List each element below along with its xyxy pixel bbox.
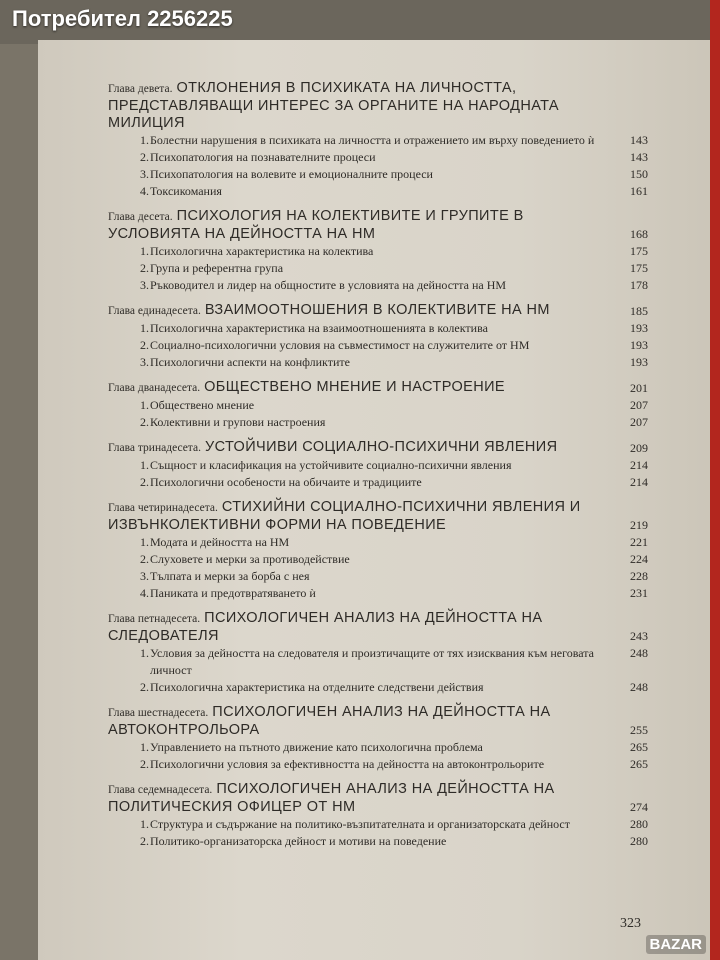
toc-item bbox=[108, 585, 648, 602]
chapter-heading bbox=[108, 610, 648, 645]
item-number: 2. bbox=[140, 834, 149, 848]
chapter-label: Глава тринадесета. bbox=[108, 442, 201, 454]
chapter-page: 243 bbox=[630, 629, 648, 643]
item-title: Структура и съдържание на политико-възпитателната и организаторската дейност bbox=[150, 817, 570, 831]
chapter bbox=[108, 499, 648, 602]
item-page: 175 bbox=[630, 261, 648, 275]
item-number: 2. bbox=[140, 415, 149, 429]
chapter-page: 201 bbox=[630, 381, 648, 395]
chapter-label: Глава седемнадесета. bbox=[108, 784, 213, 796]
chapter bbox=[108, 80, 648, 200]
item-number: 2. bbox=[140, 552, 149, 566]
item-title: Условия за дейността на следователя и произтичащите от тях изисквания към неговата личност bbox=[150, 646, 594, 677]
chapter-title: ВЗАИМООТНОШЕНИЯ В КОЛЕКТИВИТЕ НА НМ bbox=[204, 302, 550, 318]
chapter-heading bbox=[108, 80, 648, 132]
chapter-title: ПСИХОЛОГИЯ НА КОЛЕКТИВИТЕ И ГРУПИТЕ В УСЛОВИЯТА НА ДЕЙНОСТТА НА НМ bbox=[108, 208, 524, 242]
item-number: 1. bbox=[140, 133, 149, 147]
item-number: 4. bbox=[140, 586, 149, 600]
chapter-label: Глава девета. bbox=[108, 83, 173, 95]
item-title: Слуховете и мерки за противодействие bbox=[150, 552, 350, 566]
toc-item bbox=[108, 534, 648, 551]
item-page: 280 bbox=[630, 834, 648, 848]
item-number: 3. bbox=[140, 355, 149, 369]
chapter-title: УСТОЙЧИВИ СОЦИАЛНО-ПСИХИЧНИ ЯВЛЕНИЯ bbox=[204, 439, 558, 455]
item-title: Психологични аспекти на конфликтите bbox=[150, 355, 350, 369]
chapter bbox=[108, 610, 648, 696]
item-title: Колективни и групови настроения bbox=[150, 415, 326, 429]
chapter bbox=[108, 302, 648, 371]
item-title: Психопатология на познавателните процеси bbox=[150, 150, 376, 164]
chapter-page: 219 bbox=[630, 518, 648, 532]
item-title: Тълпата и мерки за борба с нея bbox=[150, 569, 310, 583]
item-page: 224 bbox=[630, 552, 648, 566]
toc-item bbox=[108, 320, 648, 337]
toc-item bbox=[108, 337, 648, 354]
item-title: Психологични особености на обичаите и традициите bbox=[150, 475, 422, 489]
toc-item bbox=[108, 756, 648, 773]
item-page: 248 bbox=[630, 646, 648, 660]
toc-item bbox=[108, 414, 648, 431]
item-page: 280 bbox=[630, 817, 648, 831]
item-page: 178 bbox=[630, 278, 648, 292]
item-number: 2. bbox=[140, 150, 149, 164]
chapter bbox=[108, 704, 648, 773]
item-page: 150 bbox=[630, 167, 648, 181]
item-number: 1. bbox=[140, 458, 149, 472]
chapter-heading bbox=[108, 439, 648, 457]
table-of-contents bbox=[108, 80, 648, 858]
chapter-title: ПСИХОЛОГИЧЕН АНАЛИЗ НА ДЕЙНОСТТА НА СЛЕДОВАТЕЛЯ bbox=[108, 610, 543, 644]
item-number: 1. bbox=[140, 646, 149, 660]
user-watermark: Потребител 2256225 bbox=[12, 6, 233, 31]
item-title: Психопатология на волевите и емоционалните процеси bbox=[150, 167, 433, 181]
item-page: 193 bbox=[630, 321, 648, 335]
item-number: 1. bbox=[140, 740, 149, 754]
item-page: 221 bbox=[630, 535, 648, 549]
item-number: 1. bbox=[140, 244, 149, 258]
page-number: 323 bbox=[620, 916, 641, 931]
item-title: Болестни нарушения в психиката на личността и отражението им върху поведението ѝ bbox=[150, 133, 595, 147]
item-title: Психологична характеристика на колектива bbox=[150, 244, 374, 258]
item-page: 143 bbox=[630, 133, 648, 147]
chapter-label: Глава петнадесета. bbox=[108, 613, 201, 625]
red-cover-edge bbox=[710, 0, 720, 960]
item-title: Група и референтна група bbox=[150, 261, 284, 275]
toc-item bbox=[108, 277, 648, 294]
item-page: 175 bbox=[630, 244, 648, 258]
toc-item bbox=[108, 739, 648, 756]
item-page: 207 bbox=[630, 415, 648, 429]
toc-item bbox=[108, 474, 648, 491]
chapter bbox=[108, 439, 648, 491]
chapter-title: СТИХИЙНИ СОЦИАЛНО-ПСИХИЧНИ ЯВЛЕНИЯ И ИЗВЪНКОЛЕКТИВНИ ФОРМИ НА ПОВЕДЕНИЕ bbox=[108, 499, 581, 533]
item-title: Психологични условия за ефективността на дейността на автоконтрольорите bbox=[150, 757, 545, 771]
toc-item bbox=[108, 568, 648, 585]
item-title: Социално-психологични условия на съвместимост на служителите от НМ bbox=[150, 338, 530, 352]
item-title: Политико-организаторска дейност и мотиви на поведение bbox=[150, 834, 447, 848]
item-page: 143 bbox=[630, 150, 648, 164]
item-page: 207 bbox=[630, 398, 648, 412]
item-number: 1. bbox=[140, 817, 149, 831]
chapter-page: 168 bbox=[630, 227, 648, 241]
item-page: 231 bbox=[630, 586, 648, 600]
item-title: Управлението на пътното движение като психологична проблема bbox=[150, 740, 483, 754]
item-number: 2. bbox=[140, 338, 149, 352]
toc-item bbox=[108, 243, 648, 260]
chapter-label: Глава четиринадесета. bbox=[108, 502, 218, 514]
item-number: 4. bbox=[140, 184, 149, 198]
chapter-title: ПСИХОЛОГИЧЕН АНАЛИЗ НА ДЕЙНОСТТА НА АВТОКОНТРОЛЬОРА bbox=[108, 704, 551, 738]
item-page: 248 bbox=[630, 680, 648, 694]
item-title: Паниката и предотвратяването ѝ bbox=[150, 586, 316, 600]
item-number: 2. bbox=[140, 475, 149, 489]
chapter bbox=[108, 781, 648, 850]
item-page: 161 bbox=[630, 184, 648, 198]
chapter bbox=[108, 379, 648, 431]
item-number: 2. bbox=[140, 680, 149, 694]
item-number: 1. bbox=[140, 398, 149, 412]
chapter-heading bbox=[108, 499, 648, 534]
bazar-logo: BAZAR bbox=[646, 935, 707, 954]
toc-item bbox=[108, 679, 648, 696]
toc-item bbox=[108, 457, 648, 474]
chapter-label: Глава дванадесета. bbox=[108, 382, 201, 394]
item-title: Психологична характеристика на отделните следствени действия bbox=[150, 680, 484, 694]
item-page: 214 bbox=[630, 458, 648, 472]
toc-item bbox=[108, 816, 648, 833]
item-number: 3. bbox=[140, 167, 149, 181]
item-title: Психологична характеристика на взаимоотношенията в колектива bbox=[150, 321, 488, 335]
chapter bbox=[108, 208, 648, 294]
item-title: Обществено мнение bbox=[150, 398, 255, 412]
item-title: Токсикомания bbox=[150, 184, 222, 198]
item-number: 3. bbox=[140, 569, 149, 583]
chapter-label: Глава десета. bbox=[108, 211, 173, 223]
item-number: 1. bbox=[140, 535, 149, 549]
toc-item bbox=[108, 183, 648, 200]
toc-item bbox=[108, 260, 648, 277]
toc-item bbox=[108, 833, 648, 850]
toc-item bbox=[108, 132, 648, 149]
chapter-heading bbox=[108, 208, 648, 243]
chapter-heading bbox=[108, 379, 648, 397]
item-page: 228 bbox=[630, 569, 648, 583]
item-page: 214 bbox=[630, 475, 648, 489]
chapter-page: 255 bbox=[630, 723, 648, 737]
item-number: 2. bbox=[140, 757, 149, 771]
toc-item bbox=[108, 645, 648, 679]
item-number: 2. bbox=[140, 261, 149, 275]
item-page: 265 bbox=[630, 757, 648, 771]
toc-item bbox=[108, 166, 648, 183]
chapter-page: 209 bbox=[630, 441, 648, 455]
toc-item bbox=[108, 397, 648, 414]
item-page: 193 bbox=[630, 355, 648, 369]
item-number: 1. bbox=[140, 321, 149, 335]
item-page: 265 bbox=[630, 740, 648, 754]
chapter-page: 185 bbox=[630, 304, 648, 318]
toc-item bbox=[108, 149, 648, 166]
chapter-title: ОБЩЕСТВЕНО МНЕНИЕ И НАСТРОЕНИЕ bbox=[204, 379, 505, 395]
chapter-heading bbox=[108, 781, 648, 816]
chapter-title: ПСИХОЛОГИЧЕН АНАЛИЗ НА ДЕЙНОСТТА НА ПОЛИТИЧЕСКИЯ ОФИЦЕР ОТ НМ bbox=[108, 781, 555, 815]
chapter-heading bbox=[108, 302, 648, 320]
item-title: Ръководител и лидер на общностите в условията на дейността на НМ bbox=[150, 278, 507, 292]
chapter-title: ОТКЛОНЕНИЯ В ПСИХИКАТА НА ЛИЧНОСТТА, ПРЕДСТАВЛЯВАЩИ ИНТЕРЕС ЗА ОРГАНИТЕ НА НАРОДНАТА МИЛИЦИЯ bbox=[108, 80, 560, 131]
chapter-label: Глава единадесета. bbox=[108, 305, 201, 317]
toc-item bbox=[108, 354, 648, 371]
item-title: Модата и дейността на НМ bbox=[150, 535, 290, 549]
chapter-page: 274 bbox=[630, 800, 648, 814]
item-title: Същност и класификация на устойчивите социално-психични явления bbox=[150, 458, 512, 472]
chapter-heading bbox=[108, 704, 648, 739]
toc-item bbox=[108, 551, 648, 568]
item-page: 193 bbox=[630, 338, 648, 352]
item-number: 3. bbox=[140, 278, 149, 292]
chapter-label: Глава шестнадесета. bbox=[108, 707, 209, 719]
